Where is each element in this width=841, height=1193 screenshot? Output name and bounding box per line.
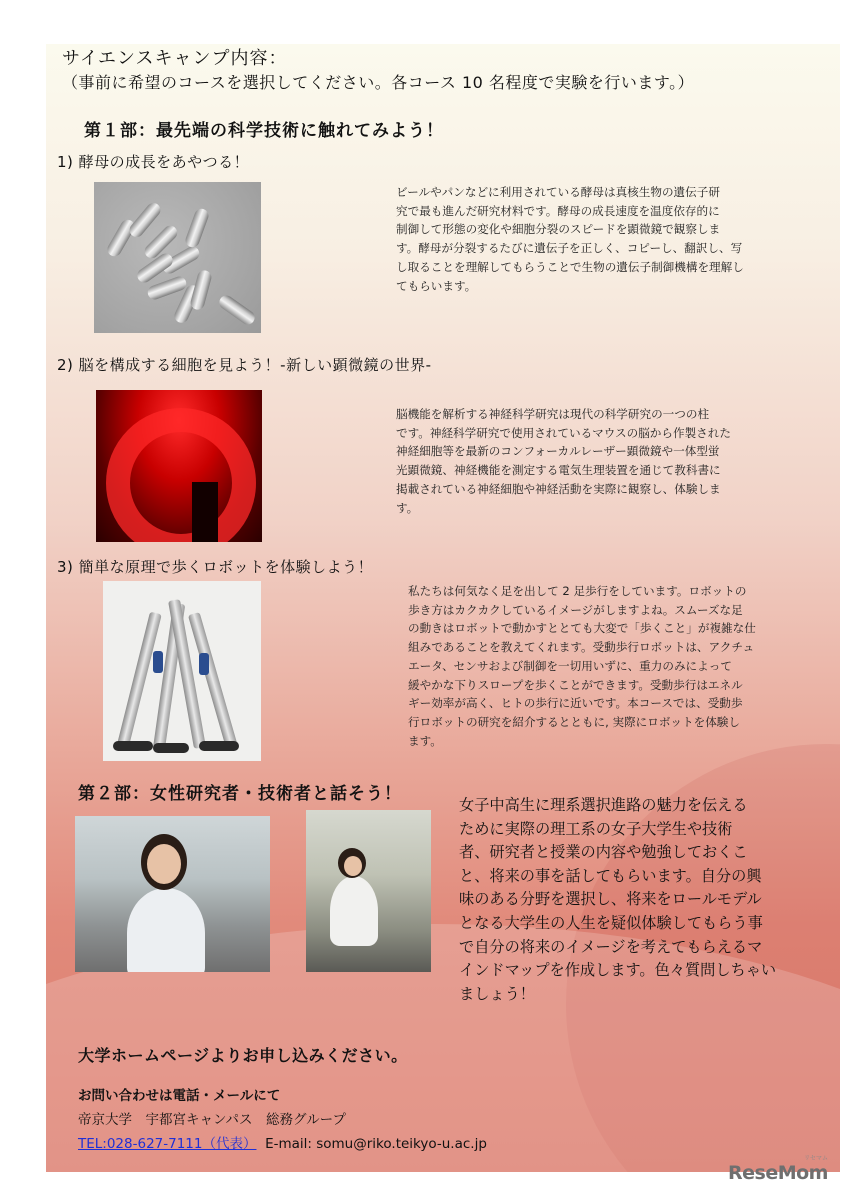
contact-organization: 帝京大学 宇都宮キャンパス 総務グループ: [78, 1112, 346, 1128]
apply-notice: 大学ホームページよりお申し込みください。: [78, 1046, 408, 1065]
yeast-micrograph: [94, 182, 261, 333]
course1-description: ビールやパンなどに利用されている酵母は真核生物の遺伝子研 究で最も進んだ研究材料です。酵母の成長速度を温度依存的に 制御して形態の変化や細胞分裂のスピードを顕微鏡で観察しま す。酵母が分裂するたびに遺伝子を正しく、コピーし、翻訳し、写 し取ることを理解してもらうことで生物の遺伝子制御機構を理解し てもらいます。: [396, 185, 744, 293]
part2-description: 女子中高生に理系選択進路の魅力を伝える ために実際の理工系の女子大学生や技術 者、研究者と授業の内容や勉強しておくこ と、将来の事を話してもらいます。自分の興 味のある分野を選択し、将来をロールモデル となる大学生の人生を疑似体験してもらう事 で自分の将来のイメージを考えてもらえるマ インドマップを作成します。色々質問しちゃい ましょう！: [459, 796, 777, 1003]
tel-link[interactable]: TEL:028-627-7111（代表）: [78, 1136, 257, 1152]
course3-title: 3) 簡単な原理で歩くロボットを体験しよう！: [57, 558, 374, 576]
contact-heading: お問い合わせは電話・メールにて: [78, 1088, 281, 1104]
course2-title: 2) 脳を構成する細胞を見よう！-新しい顕微鏡の世界-: [57, 356, 432, 374]
course2-description: 脳機能を解析する神経科学研究は現代の科学研究の一つの柱 です。神経科学研究で使用されているマウスの脳から作製された 神経細胞等を最新のコンフォーカルレーザー顕微鏡や一体型蛍 光顕微鏡、神経機能を測定する電気生理装置を通じて教科書に 掲載されている神経細胞や神経活動を実際に観察し、体験しま す。: [396, 407, 731, 515]
email-text: E-mail: somu@riko.teikyo-u.ac.jp: [265, 1136, 487, 1152]
walking-robot-photo: [103, 581, 261, 761]
resemom-logo-sub: リセマム: [804, 1155, 828, 1162]
resemom-logo-text: ReseMom: [728, 1162, 828, 1184]
resemom-logo: [728, 1153, 828, 1184]
contact-line: [78, 1132, 487, 1152]
lab-photo-student: [75, 816, 270, 972]
page-title: サイエンスキャンプ内容：: [62, 48, 288, 69]
lab-photo-researcher: [306, 810, 431, 972]
neuron-fluorescence-image: [96, 390, 262, 542]
page-subtitle: （事前に希望のコースを選択してください。各コース 10 名程度で実験を行います。）: [62, 73, 695, 92]
part2-title: 第２部：女性研究者・技術者と話そう！: [78, 784, 402, 804]
course1-title: 1) 酵母の成長をあやつる！: [57, 153, 250, 171]
course3-description: 私たちは何気なく足を出して 2 足歩行をしています。ロボットの 歩き方はカクカクしているイメージがしますよね。スムーズな足 の動きはロボットで動かすととても大変で「歩くこと」が複雑な仕 組みであることを教えてくれます。受動歩行ロボットは、アクチュ エータ、センサおよび制御を一切用いずに、重力のみによって 緩やかな下りスロープを歩くことができます。受動歩行はエネル ギー効率が高く、ヒトの歩行に近いです。本コースでは、受動歩 行ロボットの研究を紹介するとともに, 実際にロボットを体験し ます。: [408, 584, 756, 748]
part1-title: 第１部：最先端の科学技術に触れてみよう！: [84, 121, 444, 141]
